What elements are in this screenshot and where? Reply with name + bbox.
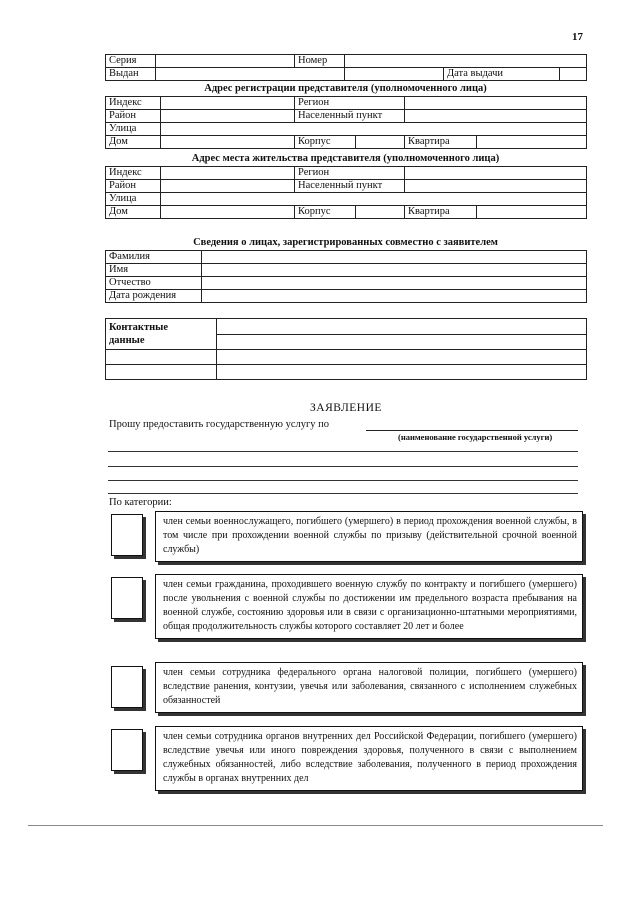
- contacts-label-line1: Контактные: [109, 322, 169, 333]
- issued-by-field-cont[interactable]: [345, 68, 444, 80]
- page-bottom-rule: [28, 825, 603, 826]
- application-heading: ЗАЯВЛЕНИЕ: [310, 402, 382, 414]
- res-building-label: Корпус: [295, 206, 356, 218]
- res-house-label: Дом: [106, 206, 161, 219]
- res-settlement-label: Населенный пункт: [295, 180, 405, 193]
- reg-district-label: Район: [106, 110, 161, 123]
- category-option-1: [155, 511, 583, 562]
- category-label: По категории:: [109, 497, 172, 508]
- service-line-4[interactable]: [108, 493, 578, 494]
- reg-index-label: Индекс: [106, 97, 161, 110]
- surname-field[interactable]: [202, 251, 587, 264]
- reg-house-label: Дом: [106, 136, 161, 149]
- residence-address-title: Адрес места жительства представителя (уполномоченного лица): [191, 153, 500, 164]
- co-registered-title: Сведения о лицах, зарегистрированных совместно с заявителем: [193, 237, 498, 248]
- contact-field-3[interactable]: [217, 350, 587, 365]
- reg-settlement-field[interactable]: [405, 110, 587, 123]
- service-name-hint: (наименование государственной услуги): [398, 432, 553, 442]
- issue-date-field[interactable]: [560, 68, 587, 81]
- category-text-2: член семьи гражданина, проходившего военную службу по контракту и погибшего (умершего) после увольнения с военной службы по достижении им предельного возраста пребывания на военной службе, состоянию здоровья или в связи с организационно-штатными мероприятиями, общая продолжительность службы которого составляет 20 лет и более: [163, 579, 577, 632]
- category-checkbox-4[interactable]: [111, 729, 143, 771]
- reg-apartment-field[interactable]: [477, 136, 587, 149]
- service-line-2[interactable]: [108, 466, 578, 467]
- registration-address-table: [105, 96, 587, 149]
- first-name-label: Имя: [106, 264, 202, 277]
- birth-date-label: Дата рождения: [106, 290, 202, 303]
- service-line-3[interactable]: [108, 480, 578, 481]
- reg-region-field[interactable]: [405, 97, 587, 110]
- contact-field-2[interactable]: [217, 334, 587, 350]
- surname-label: Фамилия: [106, 251, 202, 264]
- co-registered-table: [105, 250, 587, 303]
- issued-by-label: Выдан: [106, 68, 156, 81]
- reg-district-field[interactable]: [161, 110, 295, 123]
- category-option-3: [155, 662, 583, 713]
- residence-address-table: [105, 166, 587, 219]
- reg-building-field[interactable]: [356, 136, 404, 148]
- category-text-3: член семьи сотрудника федерального органа налоговой полиции, погибшего (умершего) вследствие ранения, контузии, увечья или заболевания, связанного с исполнением служебных обязанностей: [163, 667, 577, 706]
- res-region-label: Регион: [295, 167, 405, 180]
- first-name-field[interactable]: [202, 264, 587, 277]
- request-text: Прошу предоставить государственную услугу по: [109, 419, 330, 430]
- category-checkbox-1[interactable]: [111, 514, 143, 556]
- res-street-label: Улица: [106, 193, 161, 206]
- registration-address-title: Адрес регистрации представителя (уполномоченного лица): [204, 83, 487, 94]
- issued-by-field[interactable]: [156, 68, 345, 81]
- series-field[interactable]: [156, 55, 295, 68]
- res-index-label: Индекс: [106, 167, 161, 180]
- reg-region-label: Регион: [295, 97, 405, 110]
- reg-street-label: Улица: [106, 123, 161, 136]
- res-apartment-field[interactable]: [477, 206, 587, 219]
- res-index-field[interactable]: [161, 167, 295, 180]
- patronymic-label: Отчество: [106, 277, 202, 290]
- page-number: 17: [572, 31, 583, 43]
- reg-apartment-label: Квартира: [405, 136, 477, 149]
- category-checkbox-2[interactable]: [111, 577, 143, 619]
- category-option-2: [155, 574, 583, 639]
- res-district-label: Район: [106, 180, 161, 193]
- reg-house-field[interactable]: [161, 136, 295, 149]
- document-table: [105, 54, 587, 81]
- birth-date-field[interactable]: [202, 290, 587, 303]
- contacts-table: [105, 318, 587, 380]
- number-field[interactable]: [345, 55, 560, 68]
- series-label: Серия: [106, 55, 156, 68]
- contact-field-4[interactable]: [217, 365, 587, 380]
- issue-date-label: Дата выдачи: [447, 68, 504, 79]
- category-option-4: [155, 726, 583, 791]
- category-checkbox-3[interactable]: [111, 666, 143, 708]
- service-line-1[interactable]: [108, 451, 578, 452]
- res-street-field[interactable]: [161, 193, 587, 206]
- category-text-4: член семьи сотрудника органов внутренних дел Российской Федерации, погибшего (умершего) вследствие увечья или иного повреждения здоровья, полученного в связи с выполнением служебных обязанностей, либо вследствие заболевания, полученного в период прохождения службы в органах внутренних дел: [163, 731, 577, 784]
- reg-settlement-label: Населенный пункт: [295, 110, 405, 123]
- res-apartment-label: Квартира: [405, 206, 477, 219]
- contacts-label-line2: данные: [109, 335, 145, 346]
- res-building-field[interactable]: [356, 206, 404, 218]
- reg-building-label: Корпус: [295, 136, 356, 148]
- category-text-1: член семьи военнослужащего, погибшего (умершего) в период прохождения военной службы, в том числе при прохождении военной службы по призыву (действительной срочной военной службы): [163, 516, 577, 555]
- service-name-field[interactable]: [366, 430, 578, 431]
- reg-street-field[interactable]: [161, 123, 587, 136]
- reg-index-field[interactable]: [161, 97, 295, 110]
- res-house-field[interactable]: [161, 206, 295, 219]
- res-region-field[interactable]: [405, 167, 587, 180]
- patronymic-field[interactable]: [202, 277, 587, 290]
- res-settlement-field[interactable]: [405, 180, 587, 193]
- res-district-field[interactable]: [161, 180, 295, 193]
- contact-field-1[interactable]: [217, 319, 587, 335]
- number-label: Номер: [295, 55, 345, 68]
